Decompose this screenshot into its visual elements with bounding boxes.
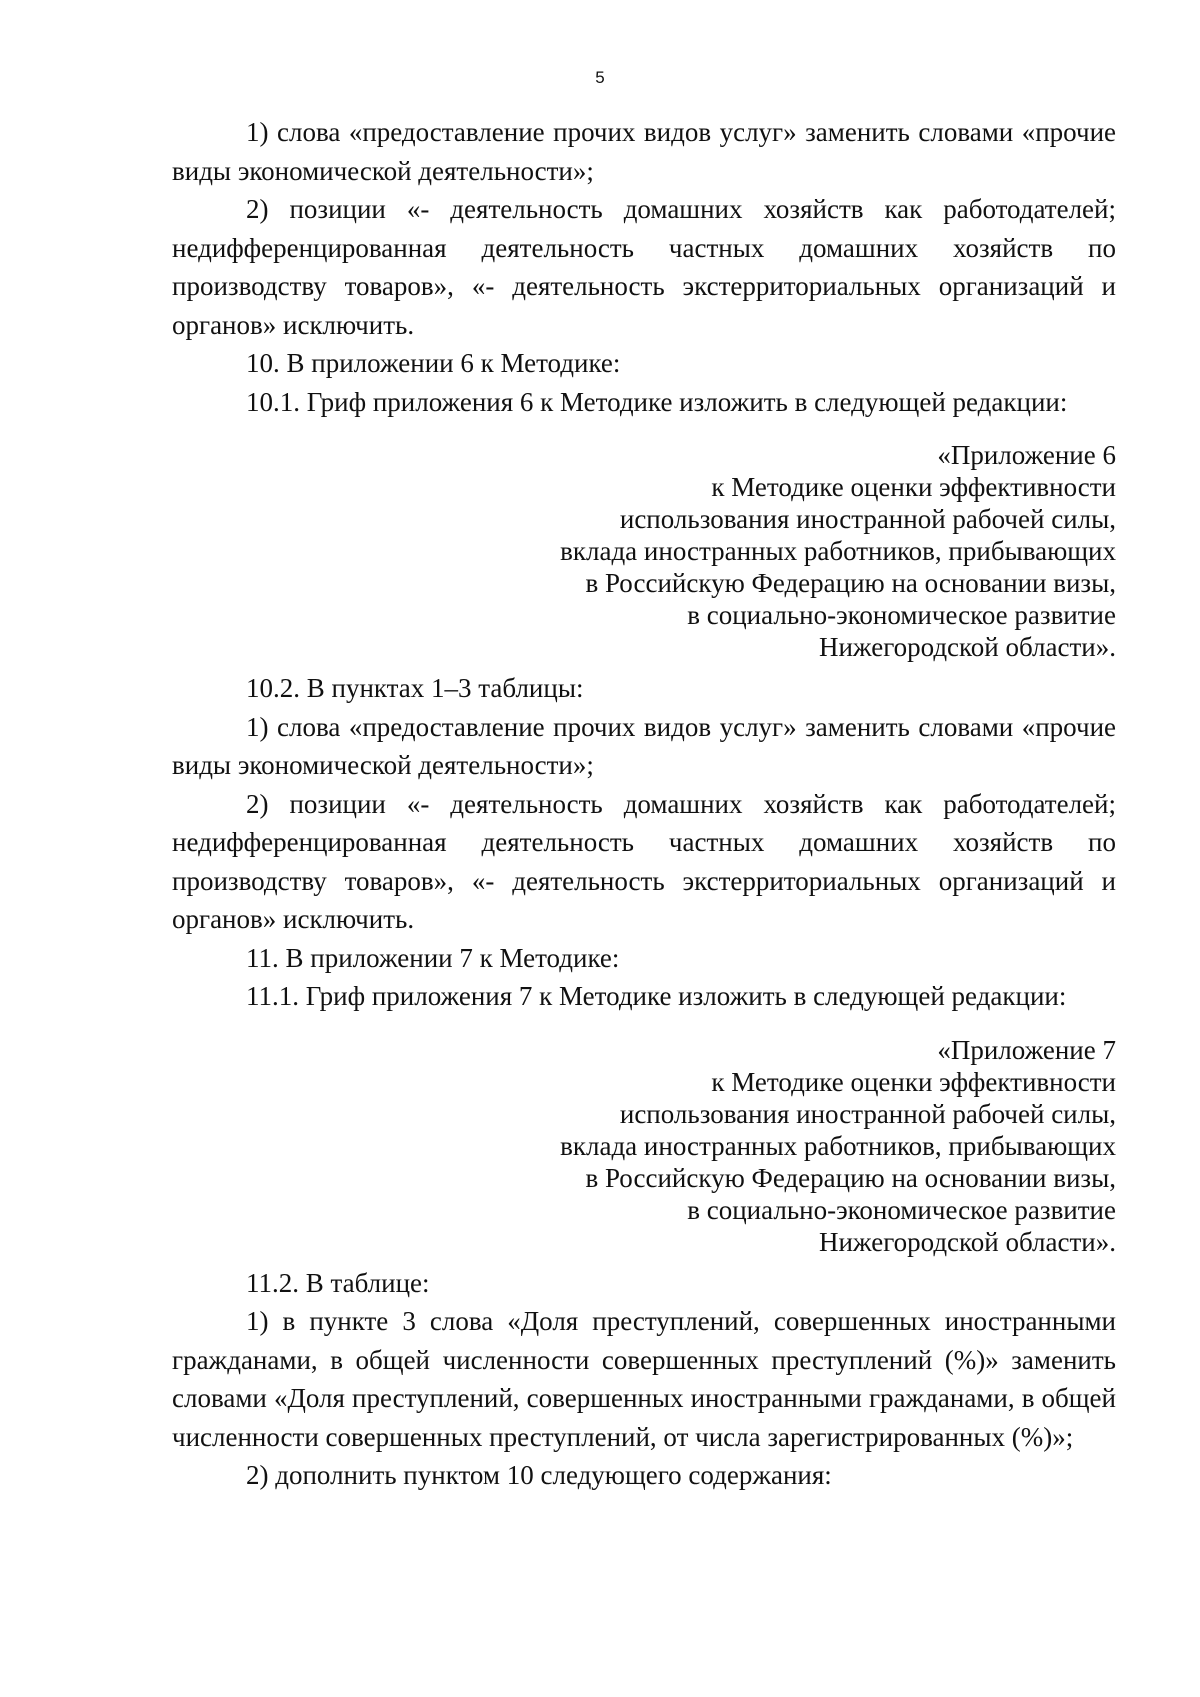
grif-line: в Российскую Федерацию на основании визы,: [585, 568, 1116, 598]
paragraph-item-1-replace-words: 1) слова «предоставление прочих видов услуг» заменить словами «прочие виды экономической деятельности»;: [172, 117, 1116, 186]
grif-line: «Приложение 6: [937, 440, 1116, 470]
grif-line: к Методике оценки эффективности: [711, 1066, 1116, 1097]
grif-line: к Методике оценки эффективности: [711, 472, 1116, 502]
grif-line: Нижегородской области».: [818, 1226, 1116, 1257]
grif-line: вклада иностранных работников, прибывающих: [560, 1130, 1116, 1161]
appendix-6-grif: [172, 439, 1116, 663]
paragraph-section-10-2: 10.2. В пунктах 1–3 таблицы:: [246, 673, 584, 703]
paragraph-section-10: 10. В приложении 6 к Методике:: [246, 348, 621, 378]
paragraph-item-2-add-point-10: 2) дополнить пунктом 10 следующего содержания:: [246, 1460, 832, 1490]
paragraph-item-2-exclude-positions: 2) позиции «- деятельность домашних хозяйств как работодателей; недифференцированная деятельность частных домашних хозяйств по производству товаров», «- деятельность экстерриториальных организаций и органов» исключить.: [172, 194, 1116, 340]
page-number: 5: [595, 68, 605, 87]
grif-line: в социально-экономическое развитие: [687, 1194, 1116, 1225]
grif-line: в Российскую Федерацию на основании визы,: [585, 1162, 1116, 1193]
grif-line: в социально-экономическое развитие: [687, 600, 1116, 630]
grif-line: использования иностранной рабочей силы,: [619, 504, 1116, 534]
paragraph-section-11-1: 11.1. Гриф приложения 7 к Методике изложить в следующей редакции:: [246, 981, 1067, 1011]
paragraph-item-1-crime-share: 1) в пункте 3 слова «Доля преступлений, совершенных иностранными гражданами, в общей численности совершенных преступлений (%)» заменить словами «Доля преступлений, совершенных иностранными гражданами, в общей численности совершенных преступлений, от числа зарегистрированных (%)»;: [172, 1306, 1116, 1452]
document-body: [172, 113, 1116, 1495]
grif-line: использования иностранной рабочей силы,: [619, 1098, 1116, 1129]
paragraph-section-11: 11. В приложении 7 к Методике:: [246, 942, 620, 973]
appendix-7-grif: [172, 1034, 1116, 1258]
paragraph-section-10-1: 10.1. Гриф приложения 6 к Методике изложить в следующей редакции:: [246, 386, 1068, 417]
paragraph-section-11-2: 11.2. В таблице:: [246, 1267, 430, 1298]
paragraph-item-1-replace-words: 1) слова «предоставление прочих видов услуг» заменить словами «прочие виды экономической деятельности»;: [172, 711, 1116, 780]
grif-line: вклада иностранных работников, прибывающих: [560, 536, 1116, 566]
grif-line: Нижегородской области».: [818, 632, 1116, 662]
paragraph-item-2-exclude-positions: 2) позиции «- деятельность домашних хозяйств как работодателей; недифференцированная деятельность частных домашних хозяйств по производству товаров», «- деятельность экстерриториальных организаций и органов» исключить.: [172, 788, 1116, 934]
grif-line: «Приложение 7: [937, 1034, 1116, 1065]
